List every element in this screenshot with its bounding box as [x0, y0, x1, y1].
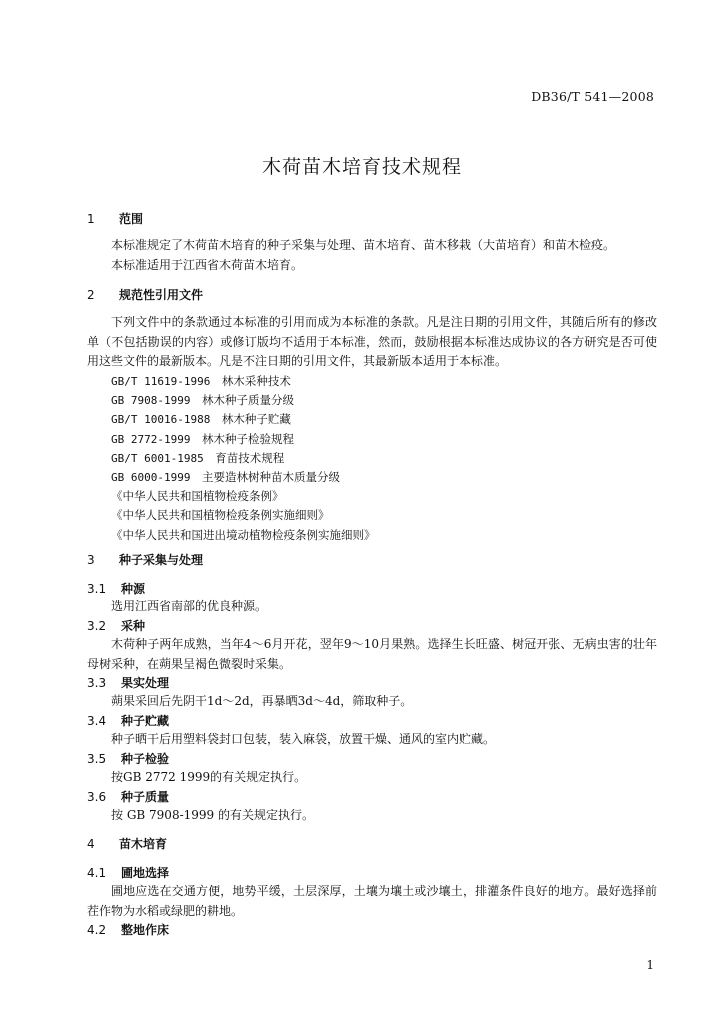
reference-item [87, 430, 657, 449]
subsection-paragraph: 蒴果采回后先阴干1d～2d，再暴晒3d～4d，筛取种子。 [111, 694, 413, 708]
reference-name: 林木种子贮藏 [221, 412, 291, 427]
reference-name: 育苗技术规程 [215, 450, 285, 465]
subsection-heading [87, 673, 657, 693]
reference-code: GB/T 6001-1985 [111, 451, 204, 465]
regulation-item: 《中华人民共和国植物检疫条例实施细则》 [111, 508, 330, 523]
section-number: 4 [87, 837, 95, 851]
reference-item [87, 468, 657, 487]
standard-code: DB36/T 541—2008 [531, 89, 654, 104]
page-number: 1 [646, 958, 654, 972]
subsection-number: 3.2 [87, 619, 107, 633]
section-title: 范围 [119, 212, 144, 226]
regulation-item: 《中华人民共和国植物检疫条例》 [111, 489, 284, 504]
subsection-title: 圃地选择 [121, 866, 170, 880]
subsection-title: 种子检验 [121, 752, 170, 766]
reference-name: 林木采种技术 [221, 374, 291, 388]
subsection-heading [87, 920, 657, 940]
reference-code: GB 7908-1999 [111, 394, 191, 408]
section-number: 2 [87, 288, 95, 302]
subsection-title: 整地作床 [121, 923, 170, 937]
section-1-paragraph: 本标准适用于江西省木荷苗木培育。 [111, 258, 304, 272]
reference-item [87, 372, 657, 391]
section-1-heading [87, 209, 657, 229]
regulation-item: 《中华人民共和国进出境动植物检疫条例实施细则》 [111, 527, 376, 542]
reference-code: GB 6000-1999 [111, 471, 191, 485]
subsection-number: 3.1 [87, 582, 107, 596]
section-2-paragraph: 下列文件中的条款通过本标准的引用而成为本标准的条款。凡是注日期的引用文件，其随后所有的修改单（不包括勘误的内容）或修订版均不适用于本标准，然而，鼓励根据本标准达成协议的各方研究是否可使用这些文件的最新版本。凡是不注日期的引用文件，其最新版本适用于本标准。 [87, 315, 657, 368]
section-4-heading [87, 834, 657, 854]
section-title: 种子采集与处理 [119, 553, 204, 567]
subsection-heading [87, 787, 657, 807]
section-3-heading [87, 550, 657, 570]
reference-name: 林木种子质量分级 [201, 393, 294, 408]
reference-code: GB/T 10016-1988 [111, 413, 211, 427]
section-number: 1 [87, 212, 95, 226]
reference-item [87, 391, 657, 410]
subsection-paragraph: 圃地应选在交通方便，地势平缓，土层深厚，土壤为壤土或沙壤土，排灌条件良好的地方。最好选择前茬作物为水稻或绿肥的耕地。 [87, 884, 657, 918]
subsection-paragraph: 木荷种子两年成熟，当年4～6月开花，翌年9～10月果熟。选择生长旺盛、树冠开张、无病虫害的壮年母树采种，在蒴果呈褐色微裂时采集。 [87, 637, 657, 671]
subsection-title: 采种 [121, 619, 146, 633]
subsection-title: 种子质量 [121, 790, 170, 804]
section-2-heading [87, 285, 657, 305]
subsection-paragraph: 按 GB 7908-1999 的有关规定执行。 [111, 808, 314, 822]
subsection-heading [87, 616, 657, 636]
reference-item [87, 449, 657, 468]
subsection-heading [87, 579, 657, 599]
subsection-heading [87, 749, 657, 769]
subsection-title: 种子贮藏 [121, 714, 170, 728]
section-title: 规范性引用文件 [119, 288, 204, 302]
reference-code: GB 2772-1999 [111, 432, 191, 446]
subsection-paragraph: 种子晒干后用塑料袋封口包装，装入麻袋，放置干燥、通风的室内贮藏。 [111, 732, 496, 746]
subsection-number: 4.1 [87, 866, 107, 880]
reference-item [87, 410, 657, 429]
subsection-heading [87, 711, 657, 731]
reference-code: GB/T 11619-1996 [111, 375, 211, 388]
subsection-number: 3.6 [87, 790, 107, 804]
subsection-number: 3.3 [87, 676, 107, 690]
subsection-title: 种源 [121, 582, 146, 596]
section-number: 3 [87, 553, 95, 567]
normative-references-list [87, 372, 657, 545]
subsection-number: 3.4 [87, 714, 107, 728]
reference-name: 林木种子检验规程 [201, 431, 294, 446]
subsection-paragraph: 选用江西省南部的优良种源。 [111, 599, 268, 613]
subsection-number: 3.5 [87, 752, 107, 766]
subsection-title: 果实处理 [121, 676, 170, 690]
subsection-heading [87, 863, 657, 883]
section-1-paragraph: 本标准规定了木荷苗木培育的种子采集与处理、苗木培育、苗木移栽（大苗培育）和苗木检疫。 [111, 238, 616, 252]
subsection-paragraph: 按GB 2772 1999的有关规定执行。 [111, 770, 307, 784]
subsection-number: 4.2 [87, 923, 107, 937]
section-title: 苗木培育 [119, 837, 168, 851]
reference-name: 主要造林树种苗木质量分级 [201, 470, 340, 485]
document-title: 木荷苗木培育技术规程 [261, 156, 462, 178]
